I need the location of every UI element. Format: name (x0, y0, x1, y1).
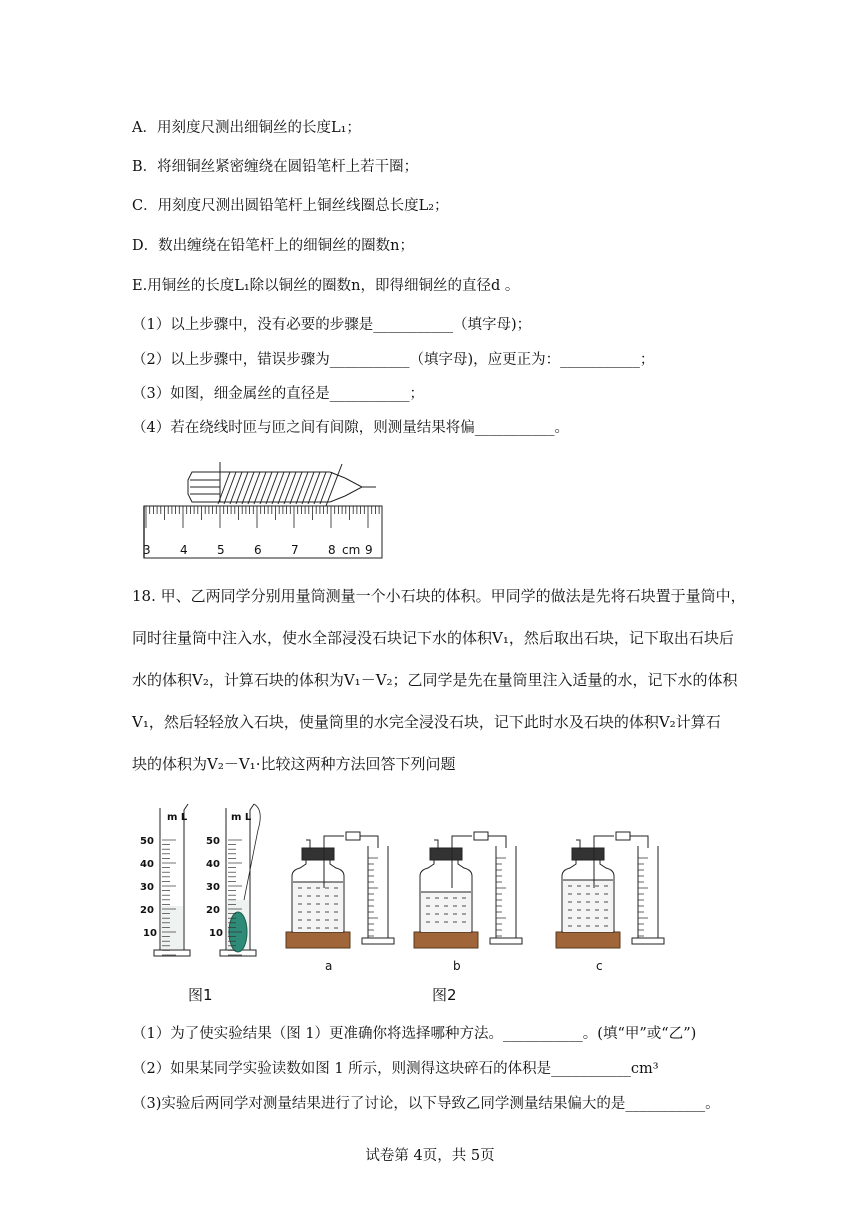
step-e: E.用铜丝的长度L₁除以铜丝的圈数n，即得细铜丝的直径d 。 (132, 278, 520, 294)
ruler-label: 6 (254, 543, 262, 557)
ruler-label: cm (342, 543, 361, 557)
cyl1-label-30: 30 (140, 882, 154, 893)
step-c: C．用刻度尺测出圆铅笔杆上铜丝线圈总长度L₂； (132, 198, 449, 214)
ruler-label: 7 (291, 543, 299, 557)
q17-part1: （1）以上步骤中，没有必要的步骤是___________（填字母)； (132, 317, 532, 333)
q18-part2: （2）如果某同学实验读数如图 1 所示，则测得这块碎石的体积是___________cm³ (132, 1061, 659, 1077)
ruler-label: 3 (143, 543, 151, 557)
figure-1-cylinders (134, 800, 284, 972)
cyl2-unit: m L (231, 812, 252, 823)
cyl2-label-50: 50 (206, 836, 220, 847)
p18-line5: 块的体积为V₂－V₁·比较这两种方法回答下列问题 (132, 755, 456, 773)
ruler-pencil-figure (140, 458, 390, 564)
page-footer: 试卷第 4页，共 5页 (365, 1148, 495, 1164)
figure-2-caption: 图2 (432, 986, 457, 1004)
label-b: b (453, 959, 461, 973)
cyl2-label-10: 10 (209, 928, 223, 939)
cyl2-label-30: 30 (206, 882, 220, 893)
bottle-setup (556, 832, 664, 948)
ruler-label: 4 (180, 543, 188, 557)
p18-line4: V₁，然后轻轻放入石块，使量筒里的水完全浸没石块，记下此时水及石块的体积V₂计算石 (132, 713, 721, 731)
bottle-setup (286, 832, 394, 948)
q18-part3: （3)实验后两同学对测量结果进行了讨论，以下导致乙同学测量结果偏大的是___________。 (132, 1096, 720, 1112)
cyl1-label-20: 20 (140, 905, 154, 916)
ruler-label: 8 (328, 543, 336, 557)
cyl1-label-40: 40 (140, 859, 154, 870)
cyl2-label-40: 40 (206, 859, 220, 870)
cyl2-label-20: 20 (206, 905, 220, 916)
label-a: a (325, 959, 333, 973)
step-d: D．数出缠绕在铅笔杆上的细铜丝的圈数n； (132, 238, 414, 254)
q17-part4: （4）若在绕线时匝与匝之间有间隙，则测量结果将偏___________。 (132, 420, 569, 436)
p18-line3: 水的体积V₂，计算石块的体积为V₁－V₂；乙同学是先在量筒里注入适量的水，记下水的体积 (132, 671, 738, 689)
q17-part2: （2）以上步骤中，错误步骤为___________（填字母)，应更正为：___________； (132, 352, 655, 368)
q18-part1: （1）为了使实验结果（图 1）更准确你将选择哪种方法。___________。(填“甲”或“乙”) (132, 1026, 697, 1042)
label-c: c (596, 959, 603, 973)
ruler-label: 5 (217, 543, 225, 557)
figure-2-bottles (278, 828, 672, 974)
step-b: B．将细铜丝紧密缠绕在圆铅笔杆上若干圈； (132, 159, 419, 175)
wire-coil (218, 462, 342, 506)
cyl1-label-10: 10 (143, 928, 157, 939)
p18-line1: 18. 甲、乙两同学分别用量筒测量一个小石块的体积。甲同学的做法是先将石块置于量筒中， (132, 587, 746, 605)
cyl1-label-50: 50 (140, 836, 154, 847)
step-a: A．用刻度尺测出细铜丝的长度L₁； (132, 120, 361, 136)
ruler-label: 9 (365, 543, 373, 557)
q17-part3: （3）如图，细金属丝的直径是___________； (132, 386, 424, 402)
bottle-setup (414, 832, 522, 948)
p18-line2: 同时往量筒中注入水，使水全部浸没石块记下水的体积V₁，然后取出石块，记下取出石块后 (132, 629, 734, 647)
cyl1-unit: m L (167, 812, 188, 823)
figure-1-caption: 图1 (188, 986, 213, 1004)
